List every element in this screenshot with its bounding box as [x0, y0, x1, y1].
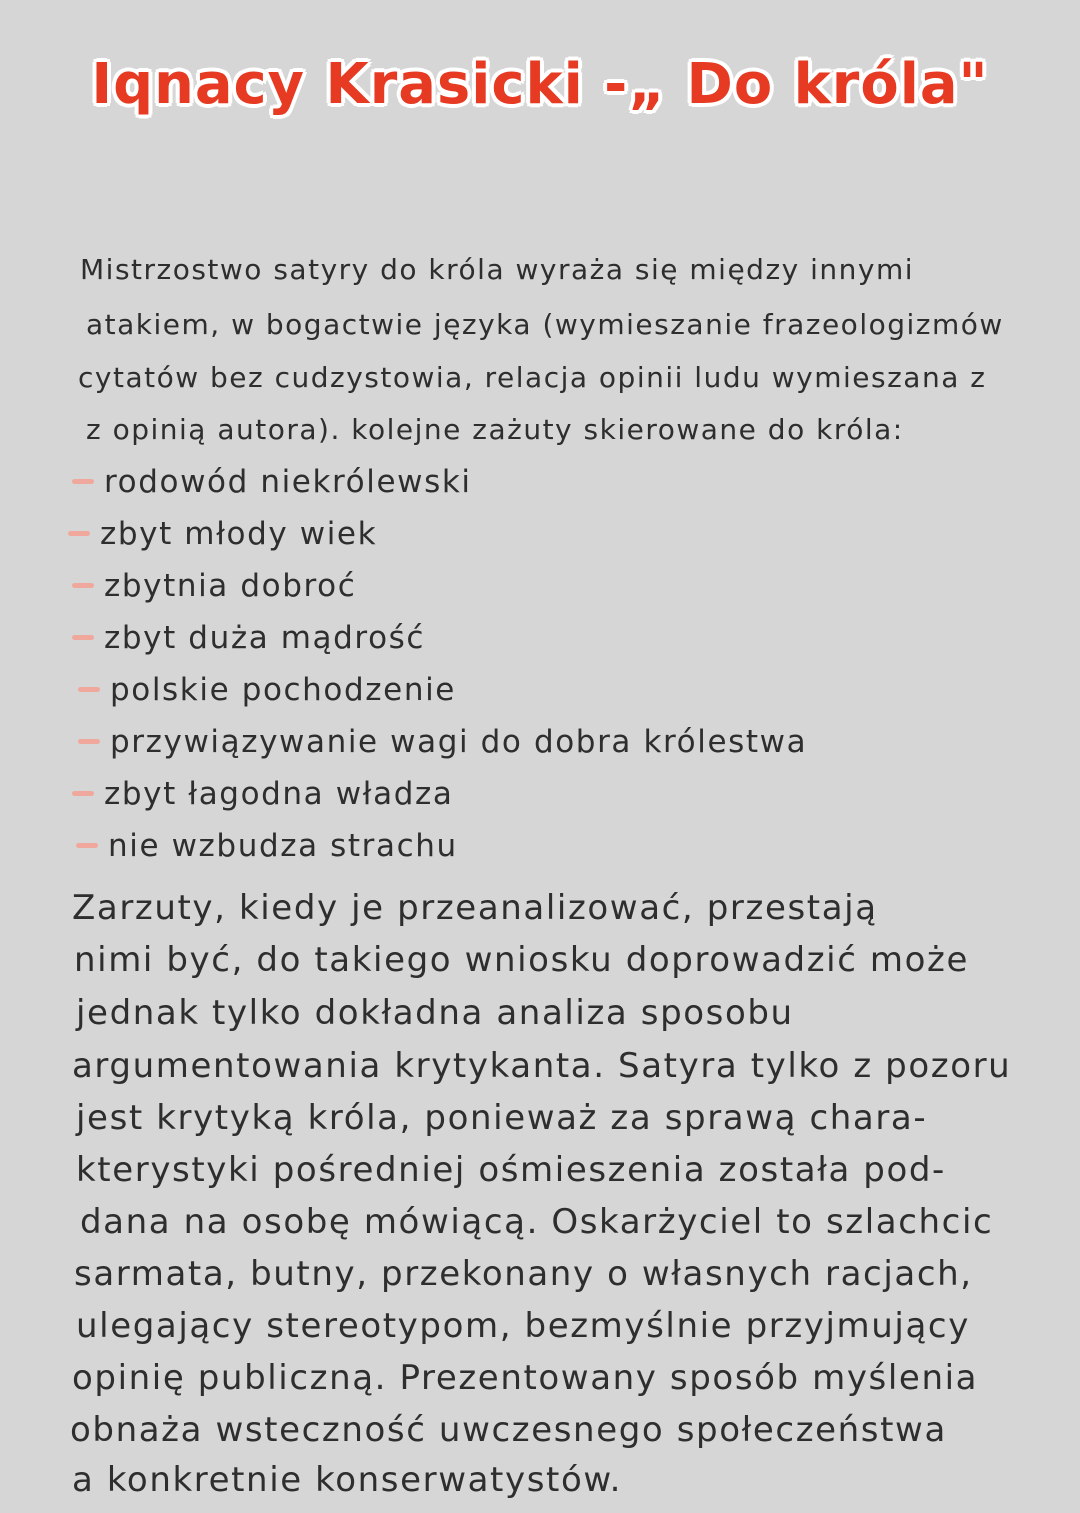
paragraph-line: obnaża wsteczność uwczesnego społeczeństwa	[70, 1410, 947, 1450]
paragraph-line: argumentowania krytykanta. Satyra tylko z pozoru	[72, 1046, 1012, 1086]
list-item	[68, 514, 377, 554]
intro-line: z opinią autora). kolejne zażuty skierowane do króla:	[86, 413, 904, 446]
list-item	[78, 670, 456, 710]
bullet-dash-icon	[72, 583, 94, 588]
bullet-dash-icon	[72, 791, 94, 796]
list-item-text: nie wzbudza strachu	[108, 828, 458, 864]
bullet-dash-icon	[72, 479, 94, 484]
bullet-dash-icon	[68, 531, 90, 536]
list-item-text: zbyt duża mądrość	[104, 620, 426, 656]
intro-line: atakiem, w bogactwie języka (wymieszanie frazeologizmów	[86, 308, 1004, 341]
list-item	[72, 462, 472, 502]
list-item-text: zbyt łagodna władza	[104, 776, 454, 812]
list-item	[72, 566, 356, 606]
list-item-text: zbytnia dobroć	[104, 568, 357, 604]
bullet-dash-icon	[78, 687, 100, 692]
paragraph-line: nimi być, do takiego wniosku doprowadzić może	[74, 940, 970, 980]
paragraph-line: a konkretnie konserwatystów.	[72, 1460, 623, 1500]
list-item-text: polskie pochodzenie	[110, 672, 456, 708]
paragraph-line: jest krytyką króla, ponieważ za sprawą chara-	[76, 1098, 928, 1138]
list-item	[78, 722, 807, 762]
intro-line: Mistrzostwo satyry do króla wyraża się między innymi	[80, 253, 915, 286]
paragraph-line: ulegający stereotypom, bezmyślnie przyjmujący	[76, 1306, 970, 1346]
list-item	[76, 826, 458, 866]
list-item-text: rodowód niekrólewski	[104, 464, 472, 500]
paragraph-line: jednak tylko dokładna analiza sposobu	[76, 993, 794, 1033]
bullet-dash-icon	[76, 843, 98, 848]
paragraph-line: sarmata, butny, przekonany o własnych racjach,	[74, 1254, 973, 1294]
list-item	[72, 618, 425, 658]
paragraph-line: opinię publiczną. Prezentowany sposób myślenia	[72, 1358, 979, 1398]
list-item	[72, 774, 453, 814]
page-title: Iqnacy Krasicki -„ Do króla"	[91, 52, 989, 117]
list-item-text: przywiązywanie wagi do dobra królestwa	[110, 724, 808, 760]
paragraph-line: Zarzuty, kiedy je przeanalizować, przestają	[72, 888, 878, 928]
bullet-dash-icon	[72, 635, 94, 640]
paragraph-line: kterystyki pośredniej ośmieszenia została pod-	[76, 1150, 946, 1190]
intro-line: cytatów bez cudzystowia, relacja opinii ludu wymieszana z	[78, 361, 987, 394]
bullet-dash-icon	[78, 739, 100, 744]
paragraph-line: dana na osobę mówiącą. Oskarżyciel to szlachcic	[80, 1202, 994, 1242]
list-item-text: zbyt młody wiek	[100, 516, 378, 552]
